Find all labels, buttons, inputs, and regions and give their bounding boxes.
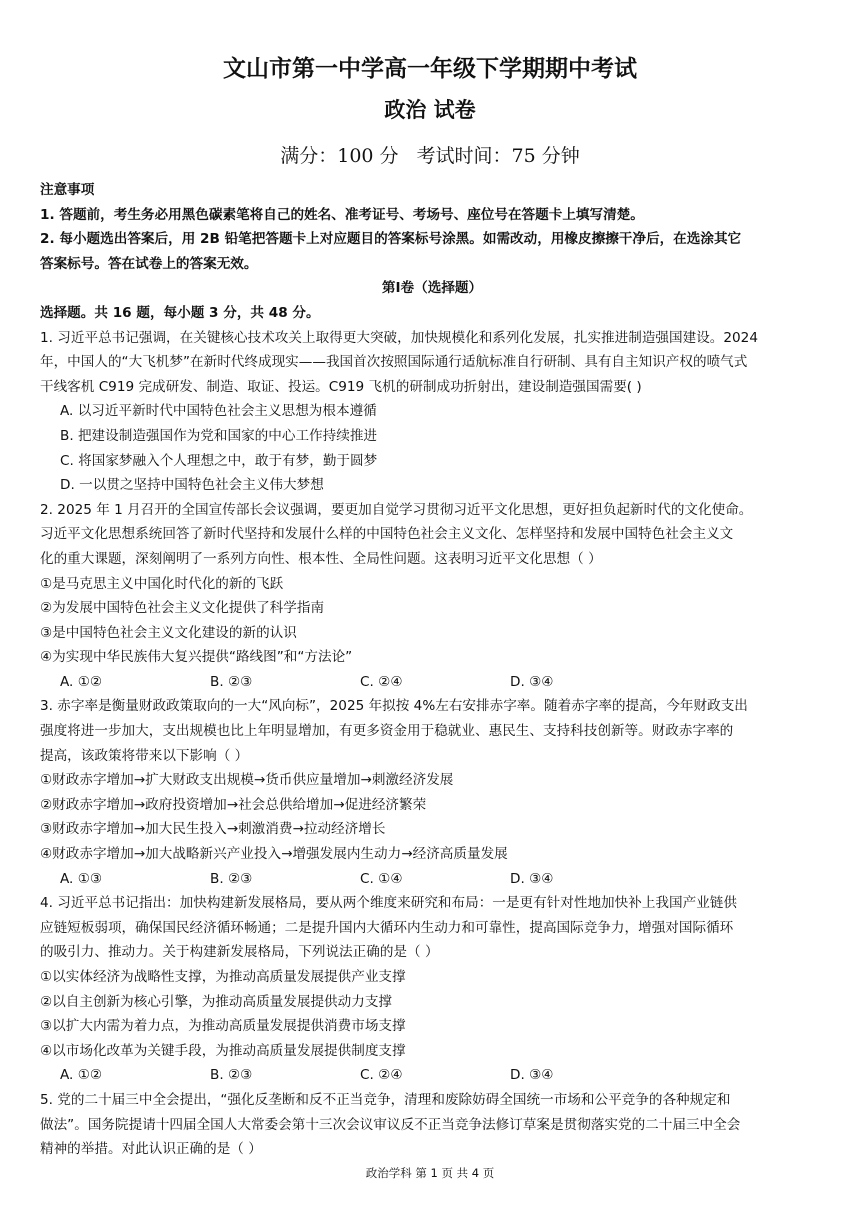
- question-stem-line: 做法”。国务院提请十四届全国人大常委会第十三次会议审议反不正当竞争法修订草案是贯彻落实党的二十届三中全会: [40, 1116, 741, 1133]
- question-stem-line: 4. 习近平总书记指出：加快构建新发展格局，要从两个维度来研究和布局：一是更有针对性地加快补上我国产业链供: [40, 895, 737, 912]
- statement-item: ①财政赤字增加→扩大财政支出规模→货币供应量增加→刺激经济发展: [40, 772, 454, 789]
- question-stem-line: 化的重大课题，深刻阐明了一系列方向性、根本性、全局性问题。这表明习近平文化思想（ ）: [40, 550, 602, 567]
- question-3: [40, 694, 824, 891]
- option-b: B. ②③: [210, 1067, 253, 1084]
- statement-item: ②财政赤字增加→政府投资增加→社会总供给增加→促进经济繁荣: [40, 796, 427, 813]
- option-a: A. ①③: [60, 870, 103, 887]
- statement-item: ③以扩大内需为着力点，为推动高质量发展提供消费市场支撑: [40, 1018, 406, 1035]
- question-stem-line: 2. 2025 年 1 月召开的全国宣传部长会议强调，要更加自觉学习贯彻习近平文化思想，更好担负起新时代的文化使命。: [40, 501, 753, 518]
- statement-item: ①是马克思主义中国化时代化的新的飞跃: [40, 575, 284, 592]
- notes-heading: 注意事项: [40, 182, 95, 198]
- note-item-2-line-2: 答案标号。答在试卷上的答案无效。: [40, 255, 258, 272]
- question-stem-line: 提高，该政策将带来以下影响（ ）: [40, 747, 249, 764]
- option-a: A. ①②: [60, 1067, 103, 1084]
- note-item-2-line-1: 2. 每小题选出答案后，用 2B 铅笔把答题卡上对应题目的答案标号涂黑。如需改动，用橡皮擦擦干净后，在选涂其它: [40, 231, 742, 248]
- question-stem-line: 年，中国人的“大飞机梦”在新时代终成现实——我国首次按照国际通行适航标准自行研制、具有自主知识产权的喷气式: [40, 354, 748, 371]
- section-instruction: 选择题。共 16 题，每小题 3 分，共 48 分。: [40, 304, 320, 321]
- question-stem-line: 1. 习近平总书记强调，在关键核心技术攻关上取得更大突破，加快规模化和系列化发展，扎实推进制造强国建设。2024: [40, 329, 758, 346]
- question-stem-line: 的吸引力、推动力。关于构建新发展格局，下列说法正确的是（ ）: [40, 944, 439, 961]
- statement-item: ①以实体经济为战略性支撑，为推动高质量发展提供产业支撑: [40, 969, 406, 985]
- question-stem-line: 干线客机 C919 完成研发、制造、取证、投运。C919 飞机的研制成功折射出，建设制造强国需要( ): [40, 378, 642, 395]
- statement-item: ③是中国特色社会主义文化建设的新的认识: [40, 624, 297, 641]
- statement-item: ③财政赤字增加→加大民生投入→刺激消费→拉动经济增长: [40, 821, 386, 838]
- statement-item: ②为发展中国特色社会主义文化提供了科学指南: [40, 600, 325, 617]
- note-item-1: 1. 答题前，考生务必用黑色碳素笔将自己的姓名、准考证号、考场号、座位号在答题卡上填写清楚。: [40, 206, 644, 223]
- subject-title: 政治 试卷: [384, 98, 476, 122]
- option-d: D. ③④: [510, 673, 554, 690]
- question-4: [40, 891, 824, 1088]
- question-stem-line: 精神的举措。对此认识正确的是（ ）: [40, 1141, 262, 1158]
- question-stem-line: 5. 党的二十届三中全会提出，“强化反垄断和反不正当竞争，清理和废除妨碍全国统一市场和公平竞争的各种规定和: [40, 1091, 731, 1108]
- option-b: B. ②③: [210, 870, 253, 887]
- option-d: D. ③④: [510, 1067, 554, 1084]
- question-stem-line: 习近平文化思想系统回答了新时代坚持和发展什么样的中国特色社会主义文化、怎样坚持和发展中国特色社会主义文: [40, 526, 734, 543]
- option-b: B. ②③: [210, 673, 253, 690]
- answer-options: [40, 1063, 824, 1088]
- full-score: 满分：100 分: [280, 145, 399, 167]
- question-2: [40, 498, 824, 695]
- exam-time: 考试时间：75 分钟: [416, 145, 580, 167]
- option-c: C. ②④: [360, 1067, 403, 1084]
- statement-item: ②以自主创新为核心引擎，为推动高质量发展提供动力支撑: [40, 993, 393, 1010]
- option-c: C. ①④: [360, 870, 403, 887]
- answer-options: [40, 867, 824, 892]
- page-footer: 政治学科 第 1 页 共 4 页: [365, 1166, 495, 1180]
- option-a: A. 以习近平新时代中国特色社会主义思想为根本遵循: [60, 403, 377, 420]
- question-stem-line: 3. 赤字率是衡量财政政策取向的一大“风向标”，2025 年拟按 4%左右安排赤字率。随着赤字率的提高，今年财政支出: [40, 698, 748, 715]
- option-d: D. ③④: [510, 870, 554, 887]
- answer-options: [40, 670, 824, 695]
- question-stem-line: 应链短板弱项，确保国民经济循环畅通；二是提升国内大循环内生动力和可靠性，提高国际竞争力，增强对国际循环: [40, 919, 734, 936]
- option-d: D. 一以贯之坚持中国特色社会主义伟大梦想: [60, 477, 324, 494]
- option-a: A. ①②: [60, 673, 103, 690]
- option-c: C. ②④: [360, 673, 403, 690]
- score-time-line: [0, 141, 860, 168]
- statement-item: ④财政赤字增加→加大战略新兴产业投入→增强发展内生动力→经济高质量发展: [40, 846, 508, 863]
- statement-item: ④以市场化改革为关键手段，为推动高质量发展提供制度支撑: [40, 1042, 406, 1059]
- option-b: B. 把建设制造强国作为党和国家的中心工作持续推进: [60, 427, 378, 444]
- question-stem-line: 强度将进一步加大，支出规模也比上年明显增加，有更多资金用于稳就业、惠民生、支持科技创新等。财政赤字率的: [40, 723, 734, 740]
- question-5: [40, 1088, 824, 1162]
- section-title: 第Ⅰ卷（选择题）: [381, 280, 483, 297]
- school-exam-title: 文山市第一中学高一年级下学期期中考试: [223, 56, 637, 82]
- exam-content: [40, 178, 824, 1162]
- statement-item: ④为实现中华民族伟大复兴提供“路线图”和“方法论”: [40, 649, 353, 666]
- option-c: C. 将国家梦融入个人理想之中，敢于有梦，勤于圆梦: [60, 452, 378, 469]
- question-1: [40, 326, 824, 498]
